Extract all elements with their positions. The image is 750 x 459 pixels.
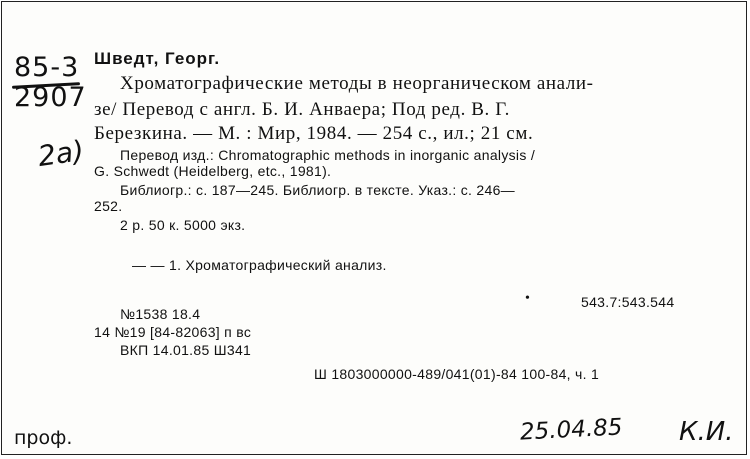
shelf-mark-bottom: 2907	[14, 82, 87, 113]
title-line-1: Хроматографические методы в неорганическом анали-	[120, 73, 594, 94]
record-number-3: ВКП 14.01.85 Ш341	[120, 342, 252, 358]
catalog-card	[1, 1, 747, 455]
bibliography-line-1: Библиогр.: с. 187—245. Библиогр. в тексте. Указ.: с. 246—	[120, 182, 515, 198]
original-title-line-1: Перевод изд.: Chromatographic methods in inorganic analysis /	[120, 147, 536, 163]
title-line-2: зе/ Перевод с англ. Б. И. Анваера; Под ред. В. Г.	[94, 99, 511, 120]
udc-index: 543.7:543.544	[581, 294, 675, 310]
handwritten-mark: 2a)	[35, 133, 86, 174]
subject-heading: — — 1. Хроматографический анализ.	[132, 257, 387, 273]
record-number-1: №1538 18.4	[120, 306, 201, 322]
original-title-line-2: G. Schwedt (Heidelberg, etc., 1981).	[94, 163, 332, 179]
title-line-3: Березкина. — М. : Мир, 1984. — 254 с., ил.; 21 см.	[94, 123, 534, 144]
handwritten-initials: К.И.	[679, 417, 734, 447]
dot-marker: •	[525, 291, 530, 306]
price-copies: 2 р. 50 к. 5000 экз.	[120, 217, 246, 233]
record-number-2: 14 №19 [84-82063] п вс	[94, 324, 252, 340]
handwritten-proof: проф.	[14, 427, 73, 449]
author-heading: Шведт, Георг.	[94, 49, 221, 68]
handwritten-date: 25.04.85	[519, 414, 624, 446]
publication-code: Ш 1803000000-489/041(01)-84 100-84, ч. 1	[314, 366, 600, 382]
shelf-mark-top: 85-3	[14, 52, 80, 83]
bibliography-line-2: 252.	[94, 198, 123, 214]
